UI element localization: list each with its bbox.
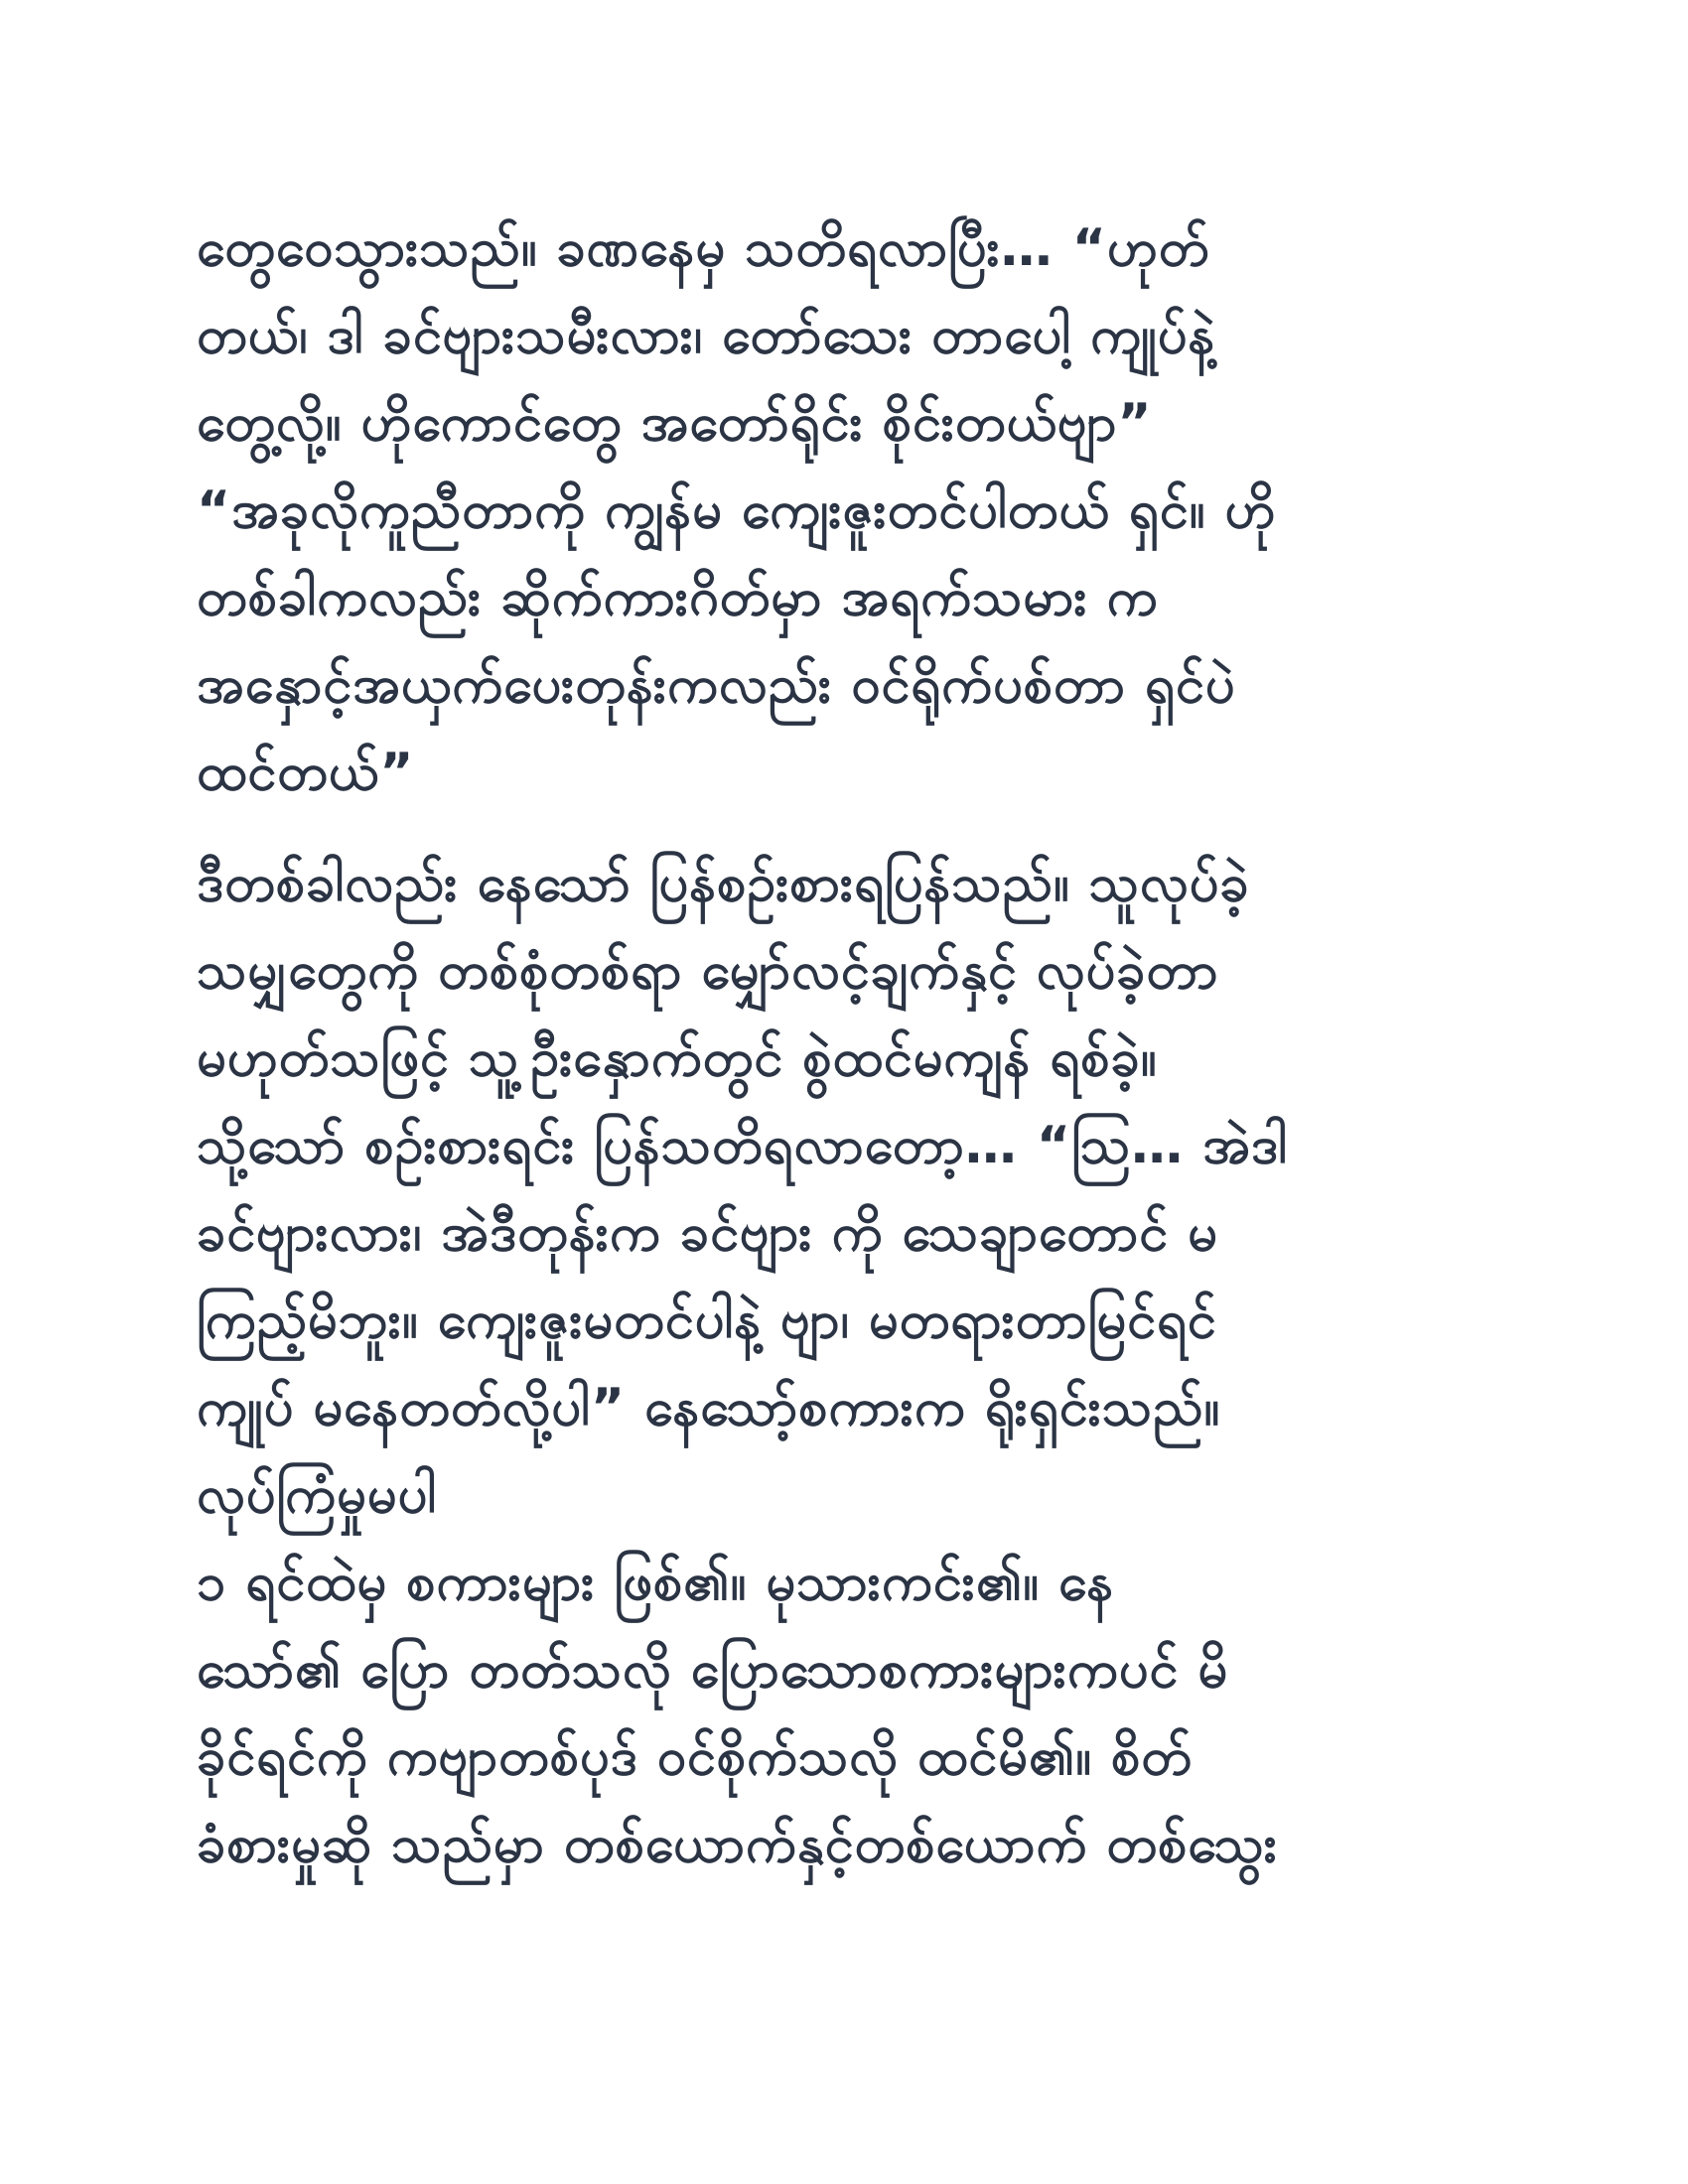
text-line: သို့သော် စဉ်းစားရင်း ပြန်သတိရလာတော့… “ဩ… အဲဒါ: [197, 1116, 1289, 1175]
text-line: အနှောင့်အယှက်ပေးတုန်းကလည်း ဝင်ရိုက်ပစ်တာ ရှင်ပဲ: [197, 655, 1236, 715]
text-line: ကျုပ် မနေတတ်လို့ပါ” နေသော့်စကားက ရိုးရှင်းသည်။: [197, 1378, 1221, 1437]
text-line: “အခုလိုကူညီတာကို ကျွန်မ ကျေးဇူးတင်ပါတယ် ရှင်။ ဟို: [197, 480, 1277, 540]
paragraph: [197, 840, 1497, 1888]
text-line: ခံစားမှုဆို သည်မှာ တစ်ယောက်နှင့်တစ်ယောက် တစ်သွေး: [197, 1815, 1278, 1874]
text-line: လုပ်ကြံမှုမပါ: [197, 1465, 438, 1525]
text-line: ကြည့်မိဘူး။ ကျေးဇူးမတင်ပါနဲ့ ဗျာ၊ မတရားတာမြင်ရင်: [197, 1291, 1217, 1350]
text-line: မဟုတ်သဖြင့် သူ့ဦးနှောက်တွင် စွဲထင်မကျန် ရစ်ခဲ့။: [197, 1028, 1158, 1088]
text-line: ထင်တယ်”: [197, 743, 415, 802]
text-line: တစ်ခါကလည်း ဆိုက်ကားဂိတ်မှာ အရက်သမား က: [197, 568, 1159, 627]
text-line: ဒီတစ်ခါလည်း နေသော် ပြန်စဉ်းစားရပြန်သည်။ သူလုပ်ခဲ့: [197, 854, 1250, 913]
paragraph: [197, 205, 1497, 816]
text-line: သော်၏ ပြော တတ်သလို ပြောသောစကားများကပင် မိ: [197, 1640, 1229, 1700]
text-line: ခိုင်ရင်ကို ကဗျာတစ်ပုဒ် ဝင်စိုက်သလို ထင်မိ၏။ စိတ်: [197, 1727, 1193, 1787]
text-line: တွေဝေသွားသည်။ ခဏနေမှ သတိရလာပြီး… “ဟုတ်: [197, 218, 1210, 278]
text-line: တွေ့လို့။ ဟိုကောင်တွေ အတော်ရိုင်း စိုင်းတယ်ဗျာ”: [197, 393, 1153, 453]
text-line: သမျှတွေကို တစ်စုံတစ်ရာ မျှော်လင့်ချက်နှင့် လုပ်ခဲ့တာ: [197, 941, 1219, 1001]
text-line: တယ်၊ ဒါ ခင်ဗျားသမီးလား၊ တော်သေး တာပေါ့ ကျုပ်နဲ့: [197, 306, 1216, 365]
text-line: ခင်ဗျားလား၊ အဲဒီတုန်းက ခင်ဗျား ကို သေချာတောင် မ: [197, 1203, 1218, 1263]
text-line: ၁ ရင်ထဲမှ စကားများ ဖြစ်၏။ မုသားကင်း၏။ နေ: [197, 1553, 1115, 1612]
